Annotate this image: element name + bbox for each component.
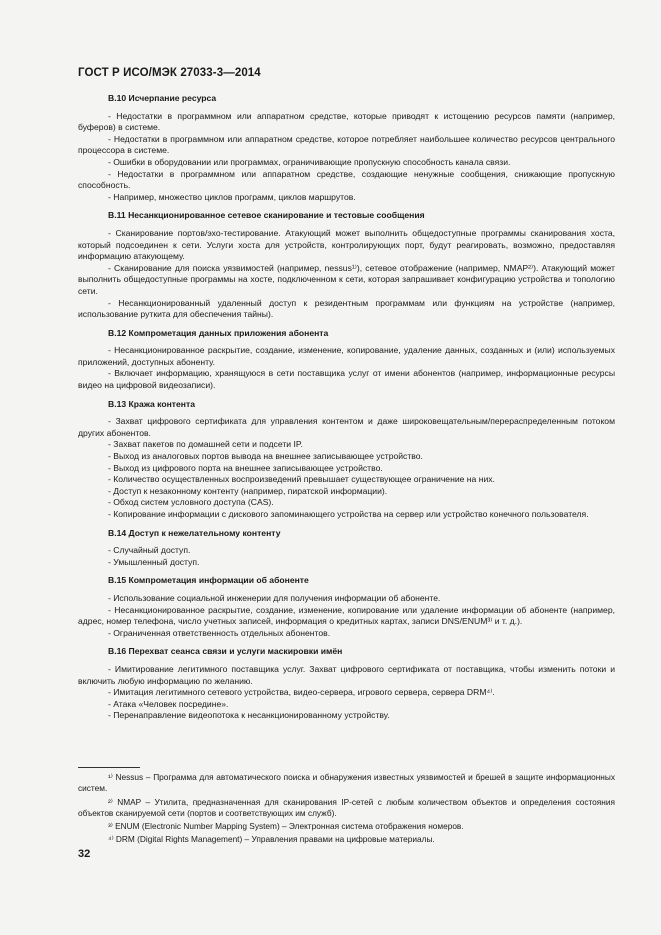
- paragraph: - Недостатки в программном или аппаратном средстве, которое потребляет наибольшее количество ресурсов центрального процессора в системе.: [78, 133, 615, 156]
- paragraph: - Включает информацию, хранящуюся в сети поставщика услуг от имени абонентов (например, информационные ресурсы видео на цифровой видеозаписи).: [78, 368, 615, 391]
- footnote: ²⁾ NMAP – Утилита, предназначенная для сканирования IP-сетей с любым количеством объектов и определения состояния объектов сканируемой сети (портов и соответствующих им служб).: [78, 796, 615, 818]
- paragraph: - Имитирование легитимного поставщика услуг. Захват цифрового сертификата от поставщика, чтобы изменить потоки и включить любую информацию по желанию.: [78, 663, 615, 686]
- paragraph: - Несанкционированное раскрытие, создание, изменение, копирование, удаление данных, созданных и (или) используемых приложений, доступных абоненту.: [78, 345, 615, 367]
- paragraph: - Выход из цифрового порта на внешнее записывающее устройство.: [108, 462, 383, 473]
- section-b14: [78, 528, 615, 569]
- paragraph: - Сканирование портов/эхо-тестирование. Атакующий может выполнить общедоступные программы сканирования хоста, который подсоединен к сети. Услуги хоста для устройств, контролирующих порт, будут реагировать, возможно, предоставляя информацию атакующему.: [78, 227, 615, 262]
- footnote: ³⁾ ENUM (Electronic Number Mapping System) – Электронная система отображения номеров.: [108, 821, 464, 832]
- paragraph: - Количество осуществленных воспроизведений превышает существующее ограничение на них.: [108, 474, 495, 485]
- paragraph: - Недостатки в программном или аппаратном средстве, которые приводят к истощению ресурсов памяти (например, буферов) в системе.: [78, 110, 615, 133]
- section-b10: [78, 93, 615, 203]
- paragraph: - Сканирование для поиска уязвимостей (например, nessus¹⁾), сетевое отображение (например, NMAP²⁾). Атакующий может выполнить общедоступные программы на хосте, подключенном к сети, которая запрашивает конфигурацию устройства и топологию сети.: [78, 262, 615, 296]
- section-title: B.11 Несанкционированное сетевое сканирование и тестовые сообщения: [108, 210, 425, 221]
- footnote: ⁴⁾ DRM (Digital Rights Management) – Управления правами на цифровые материалы.: [108, 834, 435, 845]
- paragraph: - Ошибки в оборудовании или программах, ограничивающие пропускную способность канала связи.: [108, 156, 511, 167]
- paragraph: - Несанкционированное раскрытие, создание, изменение, копирование или удаление информации об абоненте (например, адрес, номер телефона, число учетных записей, информация о кредитных картах, записи DNS/ENUM³⁾ и т. д.).: [78, 604, 615, 627]
- paragraph: - Использование социальной инженерии для получения информации об абоненте.: [108, 592, 441, 603]
- paragraph: - Захват цифрового сертификата для управления контентом и даже широковещательным/перераспределенным потоком других абонентов.: [78, 416, 615, 438]
- section-title: B.15 Компрометация информации об абоненте: [108, 575, 309, 586]
- paragraph: - Копирование информации с дискового запоминающего устройства на сервер или устройство конечного пользователя.: [108, 509, 589, 519]
- paragraph: - Доступ к незаконному контенту (например, пиратской информации).: [108, 485, 388, 496]
- paragraph: - Умышленный доступ.: [108, 556, 200, 567]
- section-b15: [78, 575, 615, 639]
- paragraph: - Атака «Человек посредине».: [108, 698, 229, 709]
- paragraph: - Имитация легитимного сетевого устройства, видео-сервера, игрового сервера, сервера DRM⁴⁾.: [108, 687, 495, 698]
- paragraph: - Ограниченная ответственность отдельных абонентов.: [108, 627, 331, 638]
- document-header: ГОСТ Р ИСО/МЭК 27033-3—2014: [78, 67, 261, 79]
- section-b16: [78, 646, 615, 722]
- paragraph: - Недостатки в программном или аппаратном средстве, создающие ненужные сообщения, снижающие пропускную способность.: [78, 168, 615, 191]
- footnotes: [78, 772, 615, 848]
- section-title: B.16 Перехват сеанса связи и услуги маскировки имён: [108, 646, 343, 657]
- document-body: [78, 92, 615, 723]
- paragraph: - Перенаправление видеопотока к несанкционированному устройству.: [108, 710, 390, 721]
- section-title: B.10 Исчерпание ресурса: [108, 93, 217, 103]
- section-b11: [78, 210, 615, 320]
- section-title: B.12 Компрометация данных приложения абонента: [108, 327, 329, 338]
- paragraph: - Несанкционированный удаленный доступ к резидентным программам или функциям на устройстве (например, использование руткита для обеспечения тайны).: [78, 297, 615, 320]
- section-b13: [78, 399, 615, 521]
- section-title: B.14 Доступ к нежелательному контенту: [108, 527, 281, 538]
- section-b12: [78, 328, 615, 392]
- paragraph: - Выход из аналоговых портов вывода на внешнее записывающее устройство.: [108, 451, 423, 462]
- page-number: 32: [78, 848, 91, 860]
- footnote: ¹⁾ Nessus – Программа для автоматического поиска и обнаружения известных уязвимостей и брешей в защите информационных систем.: [78, 772, 615, 794]
- section-title: B.13 Кража контента: [108, 398, 195, 409]
- paragraph: - Случайный доступ.: [108, 545, 191, 556]
- paragraph: - Например, множество циклов программ, циклов маршрутов.: [108, 191, 356, 202]
- paragraph: - Обход систем условного доступа (CAS).: [108, 497, 274, 508]
- paragraph: - Захват пакетов по домашней сети и подсети IP.: [108, 439, 303, 450]
- footnote-separator: [78, 767, 140, 768]
